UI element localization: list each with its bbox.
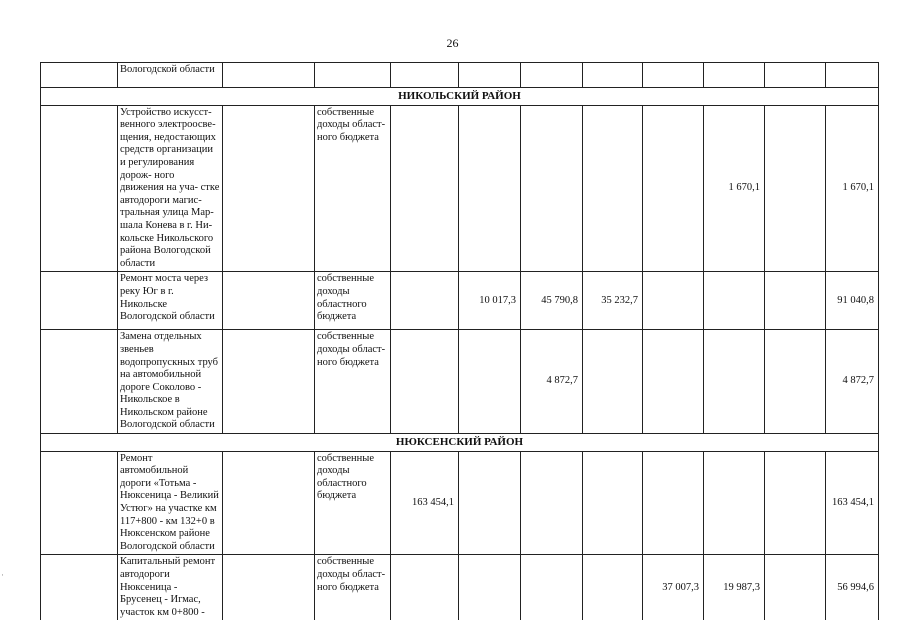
- value-cell: [521, 63, 583, 88]
- value-cell: [583, 330, 643, 434]
- value-cell: [391, 330, 459, 434]
- value-cell: [521, 555, 583, 620]
- object-name-cell: Вологодской области: [118, 63, 223, 88]
- extra-cell: [223, 330, 315, 434]
- total-cell: 56 994,6: [826, 555, 879, 620]
- extra-cell: [223, 272, 315, 330]
- funding-source-cell: собственные доходы областного бюджета: [315, 272, 391, 330]
- value-cell: [765, 272, 826, 330]
- value-cell: 1 670,1: [704, 105, 765, 272]
- value-cell: [765, 451, 826, 555]
- value-cell: [459, 330, 521, 434]
- row-number-cell: [41, 555, 118, 620]
- value-cell: [583, 555, 643, 620]
- funding-source-cell: [315, 63, 391, 88]
- table-row: [41, 555, 879, 620]
- value-cell: [583, 451, 643, 555]
- object-name-cell: Капитальный ремонт автодороги Нюксеница - Брусенец - Игмас, участок км 0+800 -: [118, 555, 223, 620]
- value-cell: 35 232,7: [583, 272, 643, 330]
- total-cell: 163 454,1: [826, 451, 879, 555]
- extra-cell: [223, 555, 315, 620]
- funding-source-cell: собственные доходы област- ного бюджета: [315, 105, 391, 272]
- value-cell: [643, 451, 704, 555]
- value-cell: [459, 451, 521, 555]
- value-cell: [391, 63, 459, 88]
- object-name-cell: Устройство искусст- венного электроосве- щения, недостающих средств организации и регулирования дорож- ного движения на уча- стке автодороги магис- тральная улица Мар- шала Конева в г. Ни- кольске Никольского района Вологодской области: [118, 105, 223, 272]
- total-cell: 91 040,8: [826, 272, 879, 330]
- row-number-cell: [41, 272, 118, 330]
- value-cell: [765, 555, 826, 620]
- row-number-cell: [41, 63, 118, 88]
- value-cell: [704, 272, 765, 330]
- row-number-cell: [41, 105, 118, 272]
- total-cell: [826, 63, 879, 88]
- funding-source-cell: собственные доходы областного бюджета: [315, 451, 391, 555]
- value-cell: [459, 105, 521, 272]
- value-cell: 19 987,3: [704, 555, 765, 620]
- extra-cell: [223, 105, 315, 272]
- budget-table: [40, 62, 879, 620]
- value-cell: 37 007,3: [643, 555, 704, 620]
- funding-source-cell: собственные доходы област- ного бюджета: [315, 555, 391, 620]
- table-row: [41, 272, 879, 330]
- value-cell: [643, 272, 704, 330]
- section-row: [41, 434, 879, 452]
- value-cell: [521, 105, 583, 272]
- section-row: [41, 88, 879, 106]
- value-cell: 163 454,1: [391, 451, 459, 555]
- table-row: [41, 451, 879, 555]
- extra-cell: [223, 451, 315, 555]
- section-title: НИКОЛЬСКИЙ РАЙОН: [41, 88, 879, 106]
- object-name-cell: Замена отдельных звеньев водопропускных труб на автомобильной дороге Соколово - Никольское в Никольском районе Вологодской области: [118, 330, 223, 434]
- value-cell: [704, 330, 765, 434]
- scan-mark: ·: [1, 570, 4, 580]
- value-cell: [704, 63, 765, 88]
- value-cell: 45 790,8: [521, 272, 583, 330]
- value-cell: [583, 63, 643, 88]
- value-cell: [459, 555, 521, 620]
- value-cell: [391, 105, 459, 272]
- funding-source-cell: собственные доходы област- ного бюджета: [315, 330, 391, 434]
- value-cell: 10 017,3: [459, 272, 521, 330]
- table-row: [41, 63, 879, 88]
- value-cell: [459, 63, 521, 88]
- value-cell: [643, 330, 704, 434]
- row-number-cell: [41, 451, 118, 555]
- total-cell: 4 872,7: [826, 330, 879, 434]
- row-number-cell: [41, 330, 118, 434]
- page-number: 26: [446, 36, 459, 50]
- value-cell: [391, 272, 459, 330]
- value-cell: [704, 451, 765, 555]
- table-row: [41, 105, 879, 272]
- value-cell: [583, 105, 643, 272]
- value-cell: [643, 105, 704, 272]
- section-title: НЮКСЕНСКИЙ РАЙОН: [41, 434, 879, 452]
- value-cell: 4 872,7: [521, 330, 583, 434]
- object-name-cell: Ремонт моста через реку Юг в г. Никольске Вологодской области: [118, 272, 223, 330]
- object-name-cell: Ремонт автомобильной дороги «Тотьма - Нюксеница - Великий Устюг» на участке км 117+800 - км 132+0 в Нюксенском районе Вологодской области: [118, 451, 223, 555]
- table-row: [41, 330, 879, 434]
- total-cell: 1 670,1: [826, 105, 879, 272]
- value-cell: [521, 451, 583, 555]
- extra-cell: [223, 63, 315, 88]
- value-cell: [765, 330, 826, 434]
- value-cell: [765, 105, 826, 272]
- value-cell: [765, 63, 826, 88]
- value-cell: [391, 555, 459, 620]
- value-cell: [643, 63, 704, 88]
